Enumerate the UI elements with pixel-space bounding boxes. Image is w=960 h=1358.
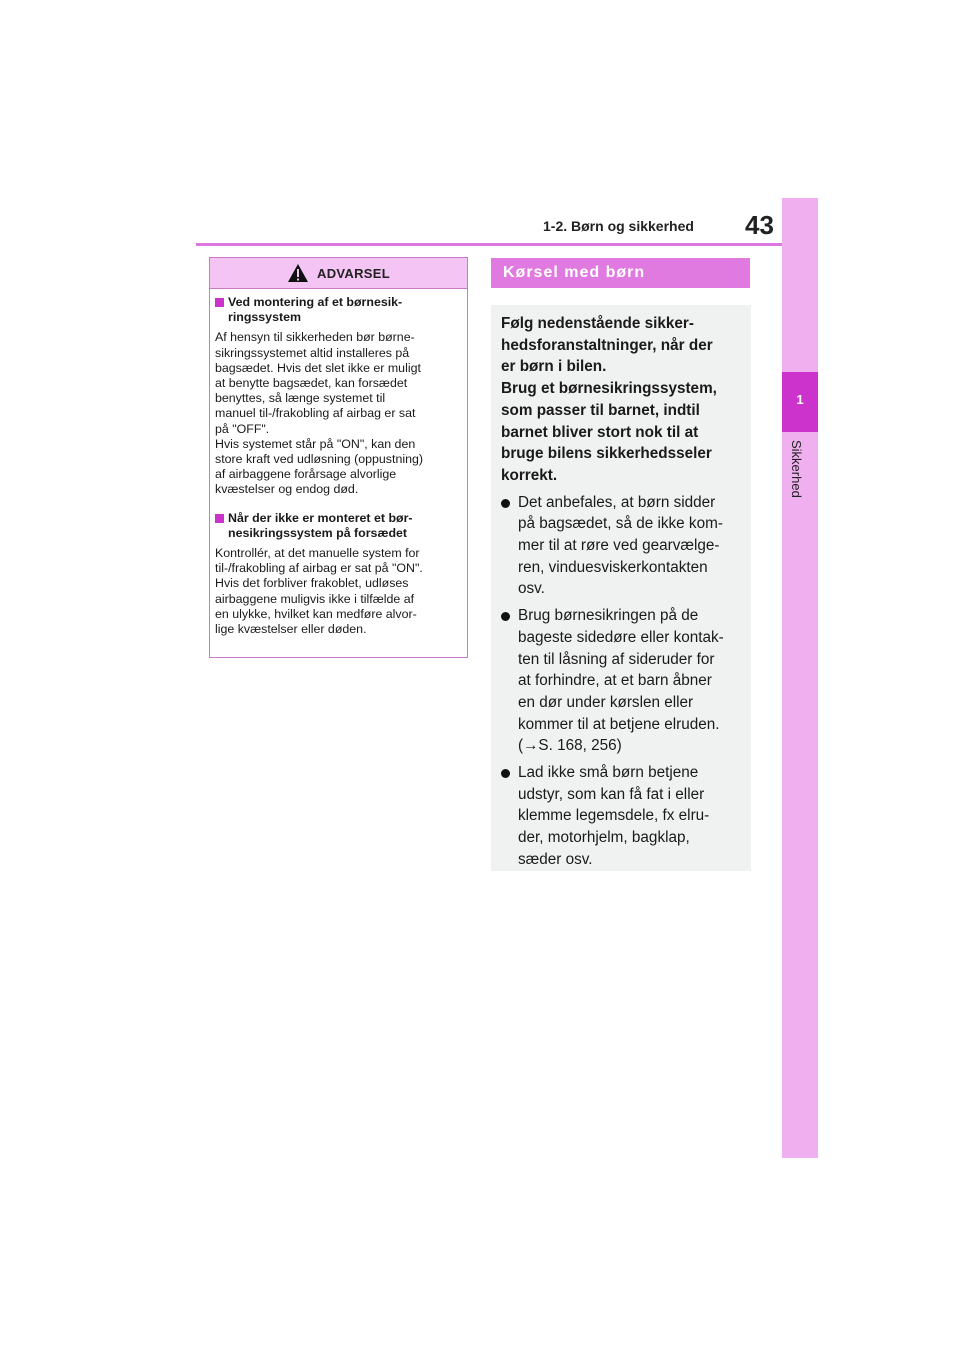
warning-heading-text: Ved montering af et børnesik- ringssystem	[228, 295, 403, 325]
bullet-dot-icon	[501, 492, 518, 601]
header-rule	[196, 243, 782, 246]
warning-title: ADVARSEL	[317, 265, 390, 281]
page-number: 43	[745, 210, 774, 240]
list-item-text: Det anbefales, at børn sidder på bagsædet, så de ikke kom- mer til at røre ved gearvælge- ren, vinduesviskerkontakten osv.	[518, 493, 723, 598]
warning-heading-text: Når der ikke er monteret et bør- nesikringssystem på forsædet	[228, 510, 413, 540]
square-bullet-icon	[215, 298, 224, 307]
list-item	[501, 762, 741, 871]
section-header: Kørsel med børn	[491, 258, 750, 288]
warning-paragraph: Kontrollér, at det manuelle system for til-/frakobling af airbag er sat på "ON". Hvis det forbliver frakoblet, udløses airbaggene muligvis ikke i tilfælde af en ulykke, hvilket kan medføre alvor- lige kvæstelser eller døden.	[215, 546, 423, 637]
warning-heading	[215, 511, 462, 541]
warning-header	[210, 258, 467, 289]
warning-heading	[215, 295, 462, 325]
list-item-text: Brug børnesikringen på de bageste sidedøre eller kontak- ten til låsning af sideruder for at forhindre, at et barn åbner en dør under kørslen eller kommer til at betjene elruden. (→S. 168, 256)	[518, 607, 724, 755]
warning-triangle-icon	[287, 263, 309, 283]
warning-body	[210, 289, 467, 637]
intro-text: Følg nedenstående sikker- hedsforanstaltninger, når der er børn i bilen. Brug et børnesikringssystem, som passer til barnet, indtil barnet bliver stort nok til at bruge bilens sikkerhedsseler korrekt.	[501, 315, 717, 484]
chapter-label: Sikkerhed	[789, 440, 804, 498]
warning-box	[209, 257, 468, 658]
chapter-tab	[782, 198, 818, 1158]
bullet-dot-icon	[501, 762, 518, 871]
chapter-number: 1	[796, 392, 804, 407]
section-title: 1-2. Børn og sikkerhed	[543, 218, 694, 234]
bullet-dot-icon	[501, 605, 518, 757]
warning-paragraph: Af hensyn til sikkerheden bør børne- sikringssystemet altid installeres på bagsædet. Hvis det slet ikke er muligt at benytte bagsædet, kan forsædet benyttes, så længe systemet til manuel til-/frakobling af airbag er sat på "OFF". Hvis systemet står på "ON", kan den store kraft ved udløsning (oppustning) af airbaggene forårsage alvorlige kvæstelser og endog død.	[215, 330, 423, 497]
list-item	[501, 492, 741, 601]
list-item-text: Lad ikke små børn betjene udstyr, som kan få fat i eller klemme legemsdele, fx elru- der, motorhjelm, bagklap, sæder osv.	[518, 764, 710, 868]
section-body	[491, 305, 751, 871]
list-item	[501, 605, 741, 757]
square-bullet-icon	[215, 514, 224, 523]
